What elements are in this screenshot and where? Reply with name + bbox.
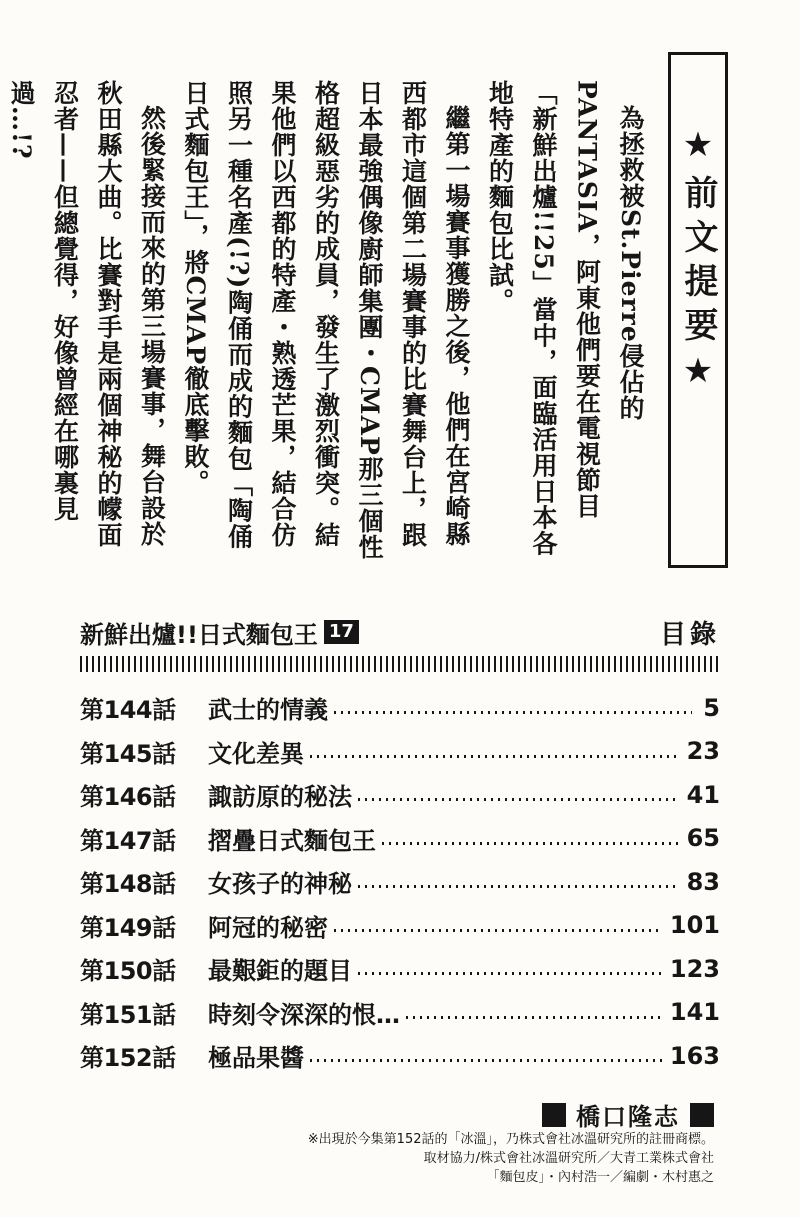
series-title-text: 新鮮出爐!!日式麵包王 <box>80 620 318 649</box>
synopsis-paragraph: 然後緊接而來的第三場賽事，舞台設於秋田縣大曲。比賽對手是兩個神秘的幪面忍者——但總覺得，好像曾經在哪裏見過…!? <box>7 80 167 548</box>
toc-row[interactable] <box>80 773 720 817</box>
toc-chapter-title: 武士的情義 <box>208 696 328 725</box>
toc-page-number: 163 <box>669 1041 720 1070</box>
author-block <box>542 1097 714 1132</box>
toc-chapter-title: 阿冠的秘密 <box>208 913 328 942</box>
toc-row[interactable] <box>80 817 720 861</box>
toc-leader-dots <box>358 798 679 801</box>
series-title <box>80 615 359 650</box>
toc-row[interactable] <box>80 904 720 948</box>
toc-row[interactable] <box>80 991 720 1035</box>
toc-list <box>80 686 720 1078</box>
toc-row[interactable] <box>80 860 720 904</box>
toc-leader-dots <box>358 972 662 975</box>
toc-page-number: 65 <box>686 824 720 853</box>
toc-chapter-number: 第145話 <box>80 739 176 768</box>
toc-divider <box>80 656 720 672</box>
synopsis-paragraph: 為拯救被St.Pierre侵佔的PANTASIA，阿東他們要在電視節目「新鮮出爐!!25」當中，面臨活用日本各地特產的麵包比試。 <box>485 80 645 557</box>
toc-chapter-number: 第146話 <box>80 783 176 812</box>
volume-badge: 17 <box>324 620 359 644</box>
synopsis-title-box <box>668 52 728 568</box>
square-bullet-icon <box>690 1103 714 1127</box>
toc-chapter-number: 第152話 <box>80 1044 176 1073</box>
toc-page-number: 5 <box>703 693 720 722</box>
toc-chapter-number: 第149話 <box>80 913 176 942</box>
toc-page-number: 101 <box>669 911 720 940</box>
author-name: 橋口隆志 <box>576 1103 680 1131</box>
toc-leader-dots <box>358 885 679 888</box>
toc-leader-dots <box>382 842 679 845</box>
credits <box>308 1130 714 1187</box>
toc-page-number: 23 <box>686 737 720 766</box>
toc-chapter-title: 最艱鉅的題目 <box>208 957 352 986</box>
toc-row[interactable] <box>80 686 720 730</box>
toc-chapter-title: 極品果醬 <box>208 1044 304 1073</box>
toc-page-number: 83 <box>686 867 720 896</box>
credit-line: 「麵包皮」・內村浩一／編劇・木村惠之 <box>486 1170 714 1185</box>
toc-leader-dots <box>334 929 662 932</box>
toc-chapter-number: 第150話 <box>80 957 176 986</box>
toc-chapter-number: 第147話 <box>80 826 176 855</box>
credit-line: 取材協力/株式會社冰溫研究所／大青工業株式會社 <box>423 1151 714 1166</box>
toc-chapter-title: 摺疊日式麵包王 <box>208 826 376 855</box>
credit-line: ※出現於今集第152話的「冰溫」，乃株式會社冰溫研究所的註冊商標。 <box>307 1132 714 1147</box>
toc-row[interactable] <box>80 947 720 991</box>
toc-chapter-number: 第151話 <box>80 1000 176 1029</box>
toc-header <box>80 614 720 650</box>
synopsis-paragraph: 繼第一場賽事獲勝之後，他們在宮崎縣西都市這個第二場賽事的比賽舞台上，跟日本最強偶像廚師集團・CMAP那三個性格超級惡劣的成員，發生了激烈衝突。結果他們以西都的特產・熟透芒果，結合仿照另一種名產(!?)陶俑而成的麵包「陶俑日式麵包王」，將CMAP徹底擊敗。 <box>181 80 471 560</box>
toc-row[interactable] <box>80 730 720 774</box>
synopsis-body <box>7 80 652 570</box>
toc-chapter-title: 女孩子的神秘 <box>208 870 352 899</box>
toc-leader-dots <box>310 1059 662 1062</box>
toc-chapter-number: 第144話 <box>80 696 176 725</box>
toc-page-number: 141 <box>669 998 720 1027</box>
toc-chapter-number: 第148話 <box>80 870 176 899</box>
toc-leader-dots <box>310 755 679 758</box>
toc-row[interactable] <box>80 1034 720 1078</box>
toc-page-number: 123 <box>669 954 720 983</box>
synopsis-section <box>7 52 728 568</box>
synopsis-title: ★前文提要★ <box>678 125 718 401</box>
square-bullet-icon <box>542 1103 566 1127</box>
toc-leader-dots <box>406 1016 662 1019</box>
toc-chapter-title: 文化差異 <box>208 739 304 768</box>
toc-page-number: 41 <box>686 780 720 809</box>
toc-chapter-title: 時刻令深深的恨… <box>208 1000 400 1029</box>
toc-label: 目錄 <box>659 619 720 650</box>
table-of-contents <box>80 614 720 1078</box>
toc-leader-dots <box>334 711 692 714</box>
toc-chapter-title: 諏訪原的秘法 <box>208 783 352 812</box>
